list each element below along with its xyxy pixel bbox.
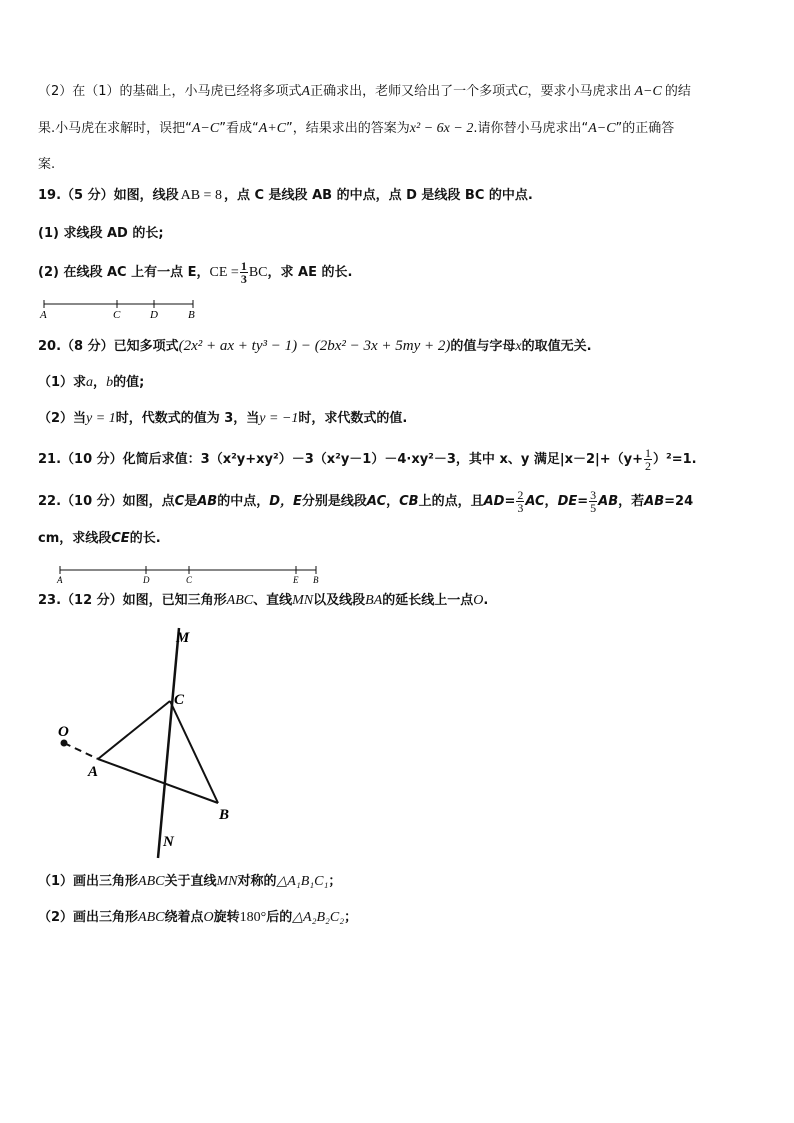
q22-segment-figure bbox=[50, 564, 340, 586]
q21-stem: 21.（10 分）化简后求值：3（x²y+xy²）－3（x²y－1）－4·xy²－3，其中 x、y 满足|x－2|+（y+ $\frac{1}{2}$ ）²=1. bbox=[38, 446, 697, 473]
point-O bbox=[61, 740, 68, 747]
extension-BA-dashed bbox=[64, 743, 98, 759]
label-D: D bbox=[150, 309, 158, 320]
side-CA bbox=[98, 701, 170, 759]
q19-part1: (1) 求线段 AD 的长; bbox=[38, 226, 164, 241]
polynomial: (2x² + ax + ty³ − 1) − (2bx² − 3x + 5my + 2) bbox=[178, 338, 451, 354]
label-A: A bbox=[40, 309, 47, 320]
q22-stem-line2: cm，求线段CE的长. bbox=[38, 531, 161, 546]
fraction-one-third: $\frac{1}{3}$ bbox=[240, 259, 247, 286]
answer-expression: x² − 6x − 2 bbox=[409, 121, 474, 136]
q19-stem: 19.（5 分）如图，线段 AB = 8 ，点 C 是线段 AB 的中点，点 D 是线段 BC 的中点. bbox=[38, 188, 533, 203]
label-A: A bbox=[88, 764, 99, 780]
math-C: C bbox=[518, 84, 528, 99]
fraction-two-thirds: $\frac{2}{3}$ bbox=[517, 488, 524, 515]
q20-part1: （1）求a，b的值; bbox=[38, 375, 145, 390]
label-E: E bbox=[293, 575, 299, 585]
label-B: B bbox=[188, 309, 195, 320]
q19-part2: (2) 在线段 AC 上有一点 E，CE = $\frac{1}{3}$ BC，求 AE 的长. bbox=[38, 259, 353, 286]
q23-triangle-figure bbox=[50, 618, 290, 868]
label-M: M bbox=[176, 630, 190, 646]
fraction-one-half: $\frac{1}{2}$ bbox=[645, 446, 652, 473]
label-B: B bbox=[313, 575, 319, 585]
q23-part1: （1）画出三角形ABC关于直线MN对称的△A₁B₁C₁； bbox=[38, 874, 342, 889]
label-O: O bbox=[58, 724, 69, 740]
q19-segment-figure bbox=[36, 298, 216, 320]
label-B: B bbox=[219, 807, 230, 823]
q20-part2: （2）当y = 1时，代数式的值为 3，当y = −1时，求代数式的值. bbox=[38, 411, 408, 426]
label-C: C bbox=[186, 575, 193, 585]
q23-part2: （2）画出三角形ABC绕着点O旋转180°后的△A₂B₂C₂； bbox=[38, 910, 358, 925]
q22-stem-line1: 22.（10 分）如图，点C是AB的中点，D，E分别是线段AC，CB上的点，且AD= $\frac{2}{3}$ AC，DE= $\frac{3}{5}$ AB，若AB=24 bbox=[38, 488, 694, 515]
label-A: A bbox=[57, 575, 63, 585]
fraction-three-fifths: $\frac{3}{5}$ bbox=[590, 488, 597, 515]
math-A-minus-C: A−C bbox=[634, 84, 662, 99]
q18-part2-line1: （2）在（1）的基础上，小马虎已经将多项式A正确求出，老师又给出了一个多项式C，要求小马虎求出 A−C 的结 bbox=[38, 84, 691, 99]
math-A: A bbox=[301, 84, 311, 99]
line-MN bbox=[158, 628, 179, 858]
label-N: N bbox=[163, 834, 174, 850]
q18-part2-line2: 果.小马虎在求解时，误把“A−C”看成“A+C”，结果求出的答案为x² − 6x − 2.请你替小马虎求出“A−C”的正确答 bbox=[38, 121, 675, 136]
label-C: C bbox=[113, 309, 121, 320]
q18-part2-line3: 案. bbox=[38, 157, 56, 172]
q20-stem: 20.（8 分）已知多项式(2x² + ax + ty³ − 1) − (2bx² − 3x + 5my + 2)的值与字母x的取值无关. bbox=[38, 338, 592, 354]
q23-stem: 23.（12 分）如图，已知三角形ABC、直线MN以及线段BA的延长线上一点O. bbox=[38, 593, 489, 608]
label-D: D bbox=[143, 575, 150, 585]
label-C: C bbox=[174, 692, 185, 708]
